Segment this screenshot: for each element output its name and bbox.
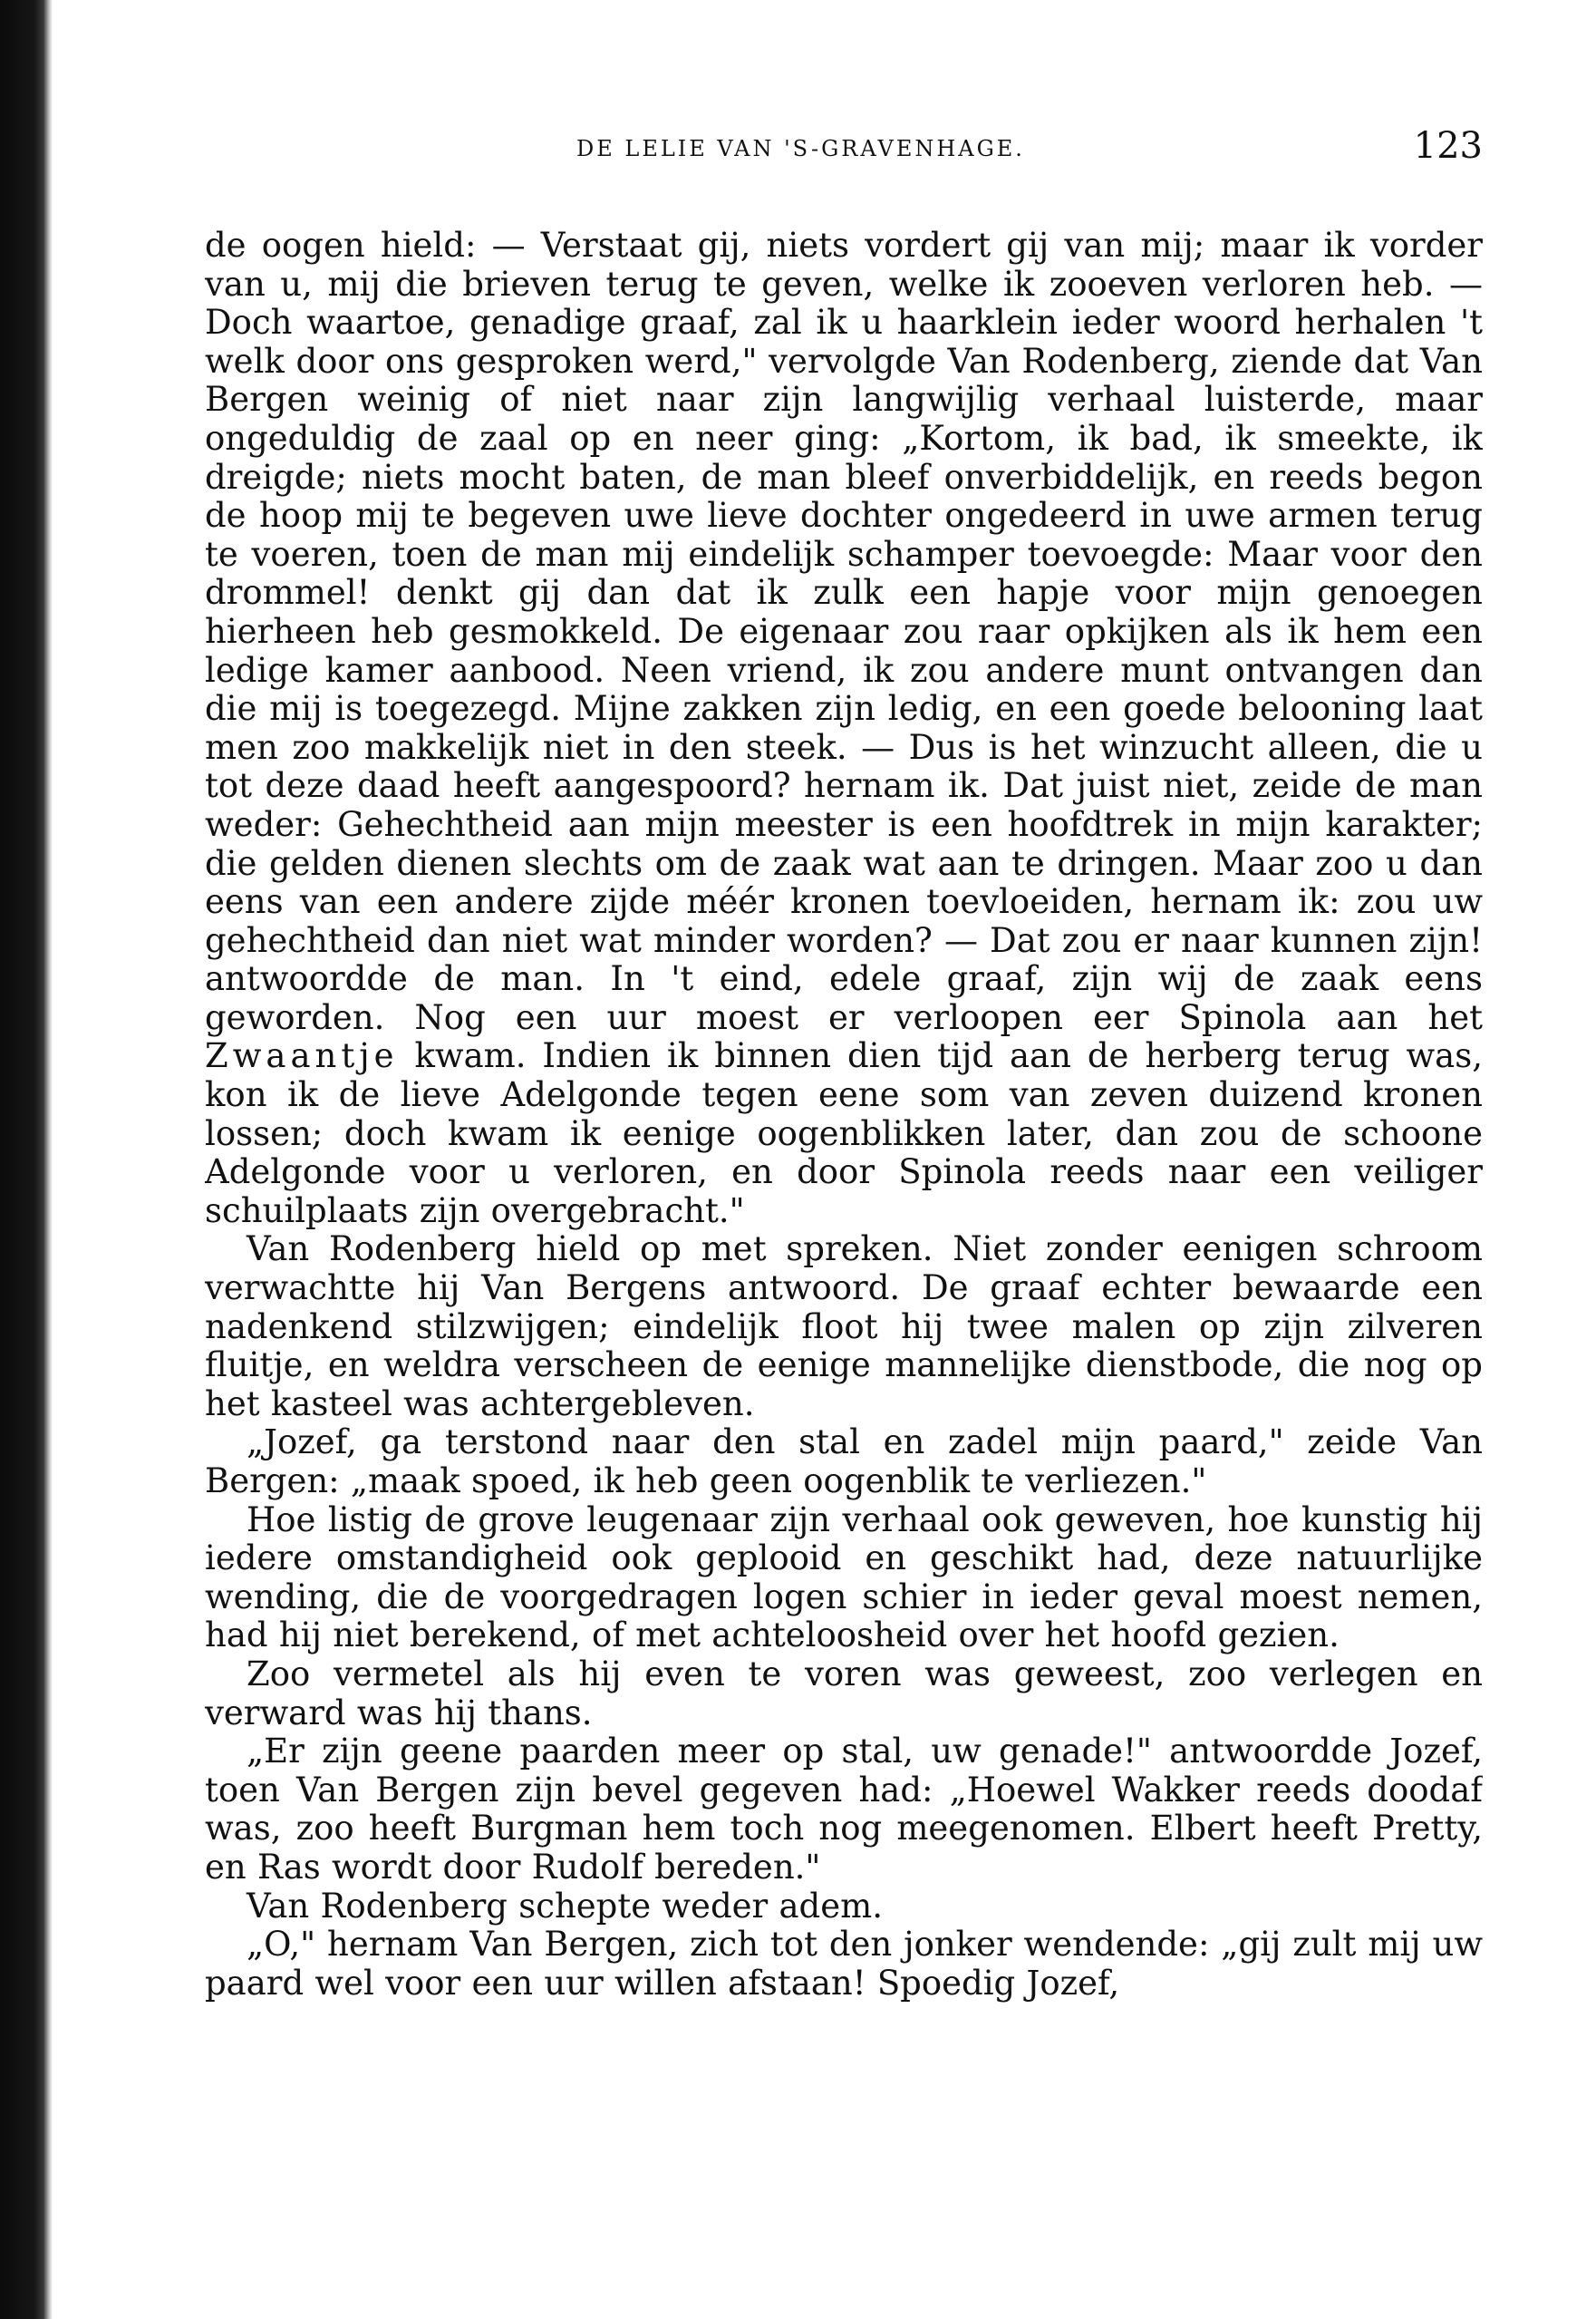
paragraph: „Er zijn geene paarden meer op stal, uw genade!" antwoordde Jozef, toen Van Bergen zijn bevel gegeven had: „Hoewel Wakker reeds doodaf was, zoo heeft Burgman hem toch nog meegenomen. Elbert heeft Pretty, en Ras wordt door Rudolf bereden." [205,1732,1483,1887]
running-head [205,125,1483,180]
paragraph: „O," hernam Van Bergen, zich tot den jonker wendende: „gij zult mij uw paard wel voor een uur willen afstaan! Spoedig Jozef, [205,1925,1483,2003]
emphasized-name: Zwaantje [205,1036,399,1076]
paragraph: Zoo vermetel als hij even te voren was geweest, zoo verlegen en verward was hij thans. [205,1654,1483,1732]
scanned-binding-edge [0,0,53,2319]
book-page [205,125,1483,2292]
running-title: DE LELIE VAN 'S-GRAVENHAGE. [576,136,1025,161]
paragraph-text: de oogen hield: — Verstaat gij, niets vordert gij van mij; maar ik vorder van u, mij die brieven terug te geven, welke ik zooeven verloren heb. — Doch waartoe, genadige graaf, zal ik u haarklein ieder woord herhalen 't welk door ons gesproken werd," vervolgde Van Rodenberg, ziende dat Van Bergen weinig of niet naar zijn langwijlig verhaal luisterde, maar ongeduldig de zaal op en neer ging: „Kortom, ik bad, ik smeekte, ik dreigde; niets mocht baten, de man bleef onverbiddelijk, en reeds begon de hoop mij te begeven uwe lieve dochter ongedeerd in uwe armen terug te voeren, toen de man mij eindelijk schamper toevoegde: Maar voor den drommel! denkt gij dan dat ik zulk een hapje voor mijn genoegen hierheen heb gesmokkeld. De eigenaar zou raar opkijken als ik hem een ledige kamer aanbood. Neen vriend, ik zou andere munt ontvangen dan die mij is toegezegd. Mijne zakken zijn ledig, en een goede belooning laat men zoo makkelijk niet in den steek. — Dus is het winzucht alleen, die u tot deze daad heeft aangespoord? hernam ik. Dat juist niet, zeide de man weder: Gehechtheid aan mijn meester is een hoofdtrek in mijn karakter; die gelden dienen slechts om de zaak wat aan te dringen. Maar zoo u dan eens van een andere zijde méér kronen toevloeiden, hernam ik: zou uw gehechtheid dan niet wat minder worden? — Dat zou er naar kunnen zijn! antwoordde de man. In 't eind, edele graaf, zijn wij de zaak eens geworden. Nog een uur moest er verloopen eer Spinola aan het [205,226,1483,1037]
paragraph: Hoe listig de grove leugenaar zijn verhaal ook geweven, hoe kunstig hij iedere omstandigheid ook geplooid en geschikt had, deze natuurlijke wending, die de voorgedragen logen schier in ieder geval moest nemen, had hij niet berekend, of met achteloosheid over het hoofd gezien. [205,1499,1483,1655]
paragraph: „Jozef, ga terstond naar den stal en zadel mijn paard," zeide Van Bergen: „maak spoed, ik heb geen oogenblik te verliezen." [205,1422,1483,1500]
paragraph: Van Rodenberg schepte weder adem. [247,1886,883,1926]
paragraph-text: kwam. Indien ik binnen dien tijd aan de herberg terug was, kon ik de lieve Adelgonde tegen eene som van zeven duizend kronen lossen; doch kwam ik eenige oogenblikken later, dan zou de schoone Adelgonde voor u verloren, en door Spinola reeds naar een veiliger schuilplaats zijn overgebracht." [205,1036,1483,1230]
paragraph-continued [205,227,1483,1230]
page-number: 123 [1413,125,1483,167]
paragraph: Van Rodenberg hield op met spreken. Niet zonder eenigen schroom verwachtte hij Van Bergens antwoord. De graaf echter bewaarde een nadenkend stilzwijgen; eindelijk floot hij twee malen op zijn zilveren fluitje, en weldra verscheen de eenige mannelijke dienstbode, die nog op het kasteel was achtergebleven. [205,1229,1483,1423]
body-text [205,227,1483,2003]
